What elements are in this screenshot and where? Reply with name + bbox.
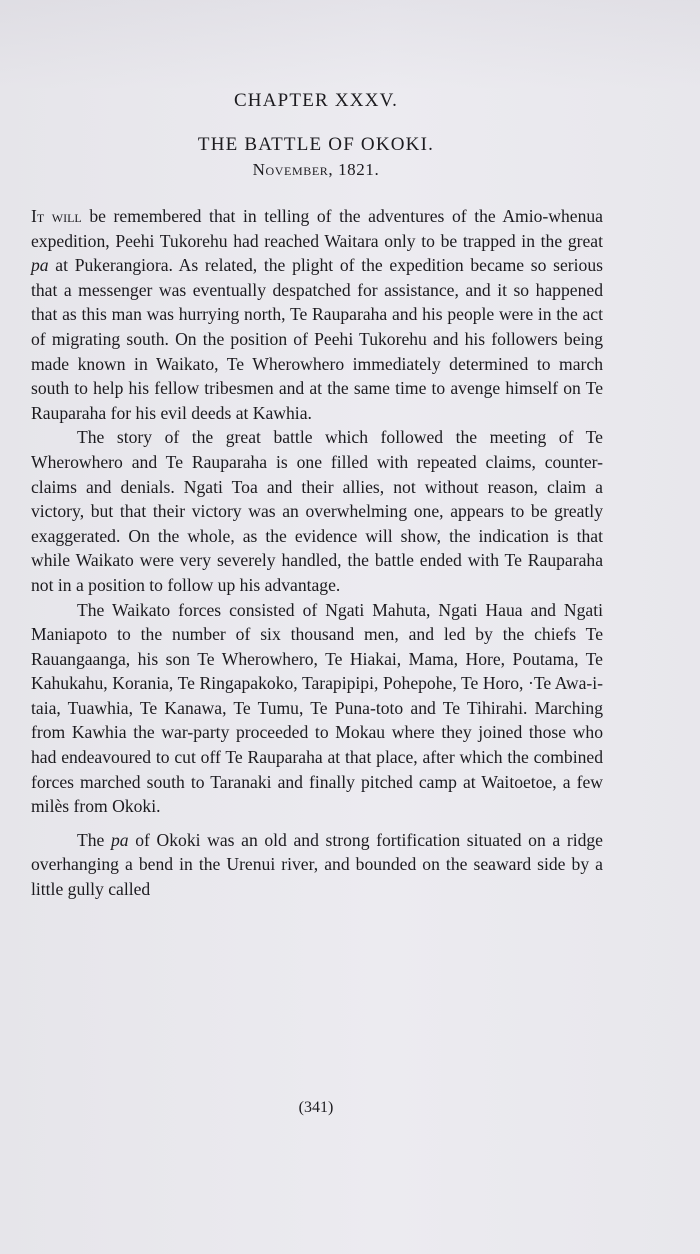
paragraph-3 [31,598,603,819]
paragraph-2 [31,425,603,597]
chapter-heading: CHAPTER XXXV. [233,90,399,111]
paragraph-text: The [77,829,111,850]
page-number: (341) [298,1099,334,1116]
show-through-shadow [0,0,700,90]
body-text [31,204,603,902]
chapter-title: THE BATTLE OF OKOKI. [197,134,435,155]
paragraph-1 [31,204,603,425]
paragraph-text: of Okoki was an old and strong fortification situated on a ridge overhanging a bend in the Urenui river, and bounded on the seaward side by a little gully called [31,829,603,900]
paragraph-text: be remembered that in telling of the adventures of the Amio-whenua expedition, Peehi Tukorehu had reached Waitara only to be trapped in the great [31,206,603,251]
paragraph-text: at Pukerangiora. As related, the plight of the expedition became so serious that a messenger was eventually despatched for assistance, and it so happened that as this man was hurrying north, Te Rauparaha and his people were in the act of migrating south. On the position of Peehi Tukorehu and his followers being made known in Waikato, Te Wherowhero immediately determined to march south to help his fellow tribesmen and at the same time to avenge himself on Te Rauparaha for his evil deeds at Kawhia. [31,255,603,423]
paragraph-text: The Waikato forces consisted of Ngati Mahuta, Ngati Haua and Ngati Maniapoto to the number of six thousand men, and led by the chiefs Te Rauangaanga, his son Te Wherowhero, Te Hiakai, Mama, Hore, Poutama, Te Kahukahu, Korania, Te Ringapakoko, Tarapipipi, Pohepohe, Te Horo, ·Te Awa-i-taia, Tuawhia, Te Kanawa, Te Tumu, Te Puna-toto and Te Tihirahi. Marching from Kawhia the war-party proceeded to Mokau where they joined those who had endeavoured to cut off Te Rauparaha at that place, after which the combined forces marched south to Taranaki and finally pitched camp at Waitoetoe, a few milès from Okoki. [31,599,603,817]
paragraph-lead: It will [31,206,82,226]
italic-word: pa [111,829,129,850]
italic-word: pa [31,255,49,276]
chapter-date: November, 1821. [252,160,380,179]
paragraph-4 [31,828,603,902]
paragraph-text: The story of the great battle which followed the meeting of Te Wherowhero and Te Rauparaha is one filled with repeated claims, counter-claims and denials. Ngati Toa and their allies, not without reason, claim a victory, but that their victory was an overwhelming one, appears to be greatly exaggerated. On the whole, as the evidence will show, the indication is that while Waikato were very severely handled, the battle ended with Te Rauparaha not in a position to follow up his advantage. [31,427,603,595]
